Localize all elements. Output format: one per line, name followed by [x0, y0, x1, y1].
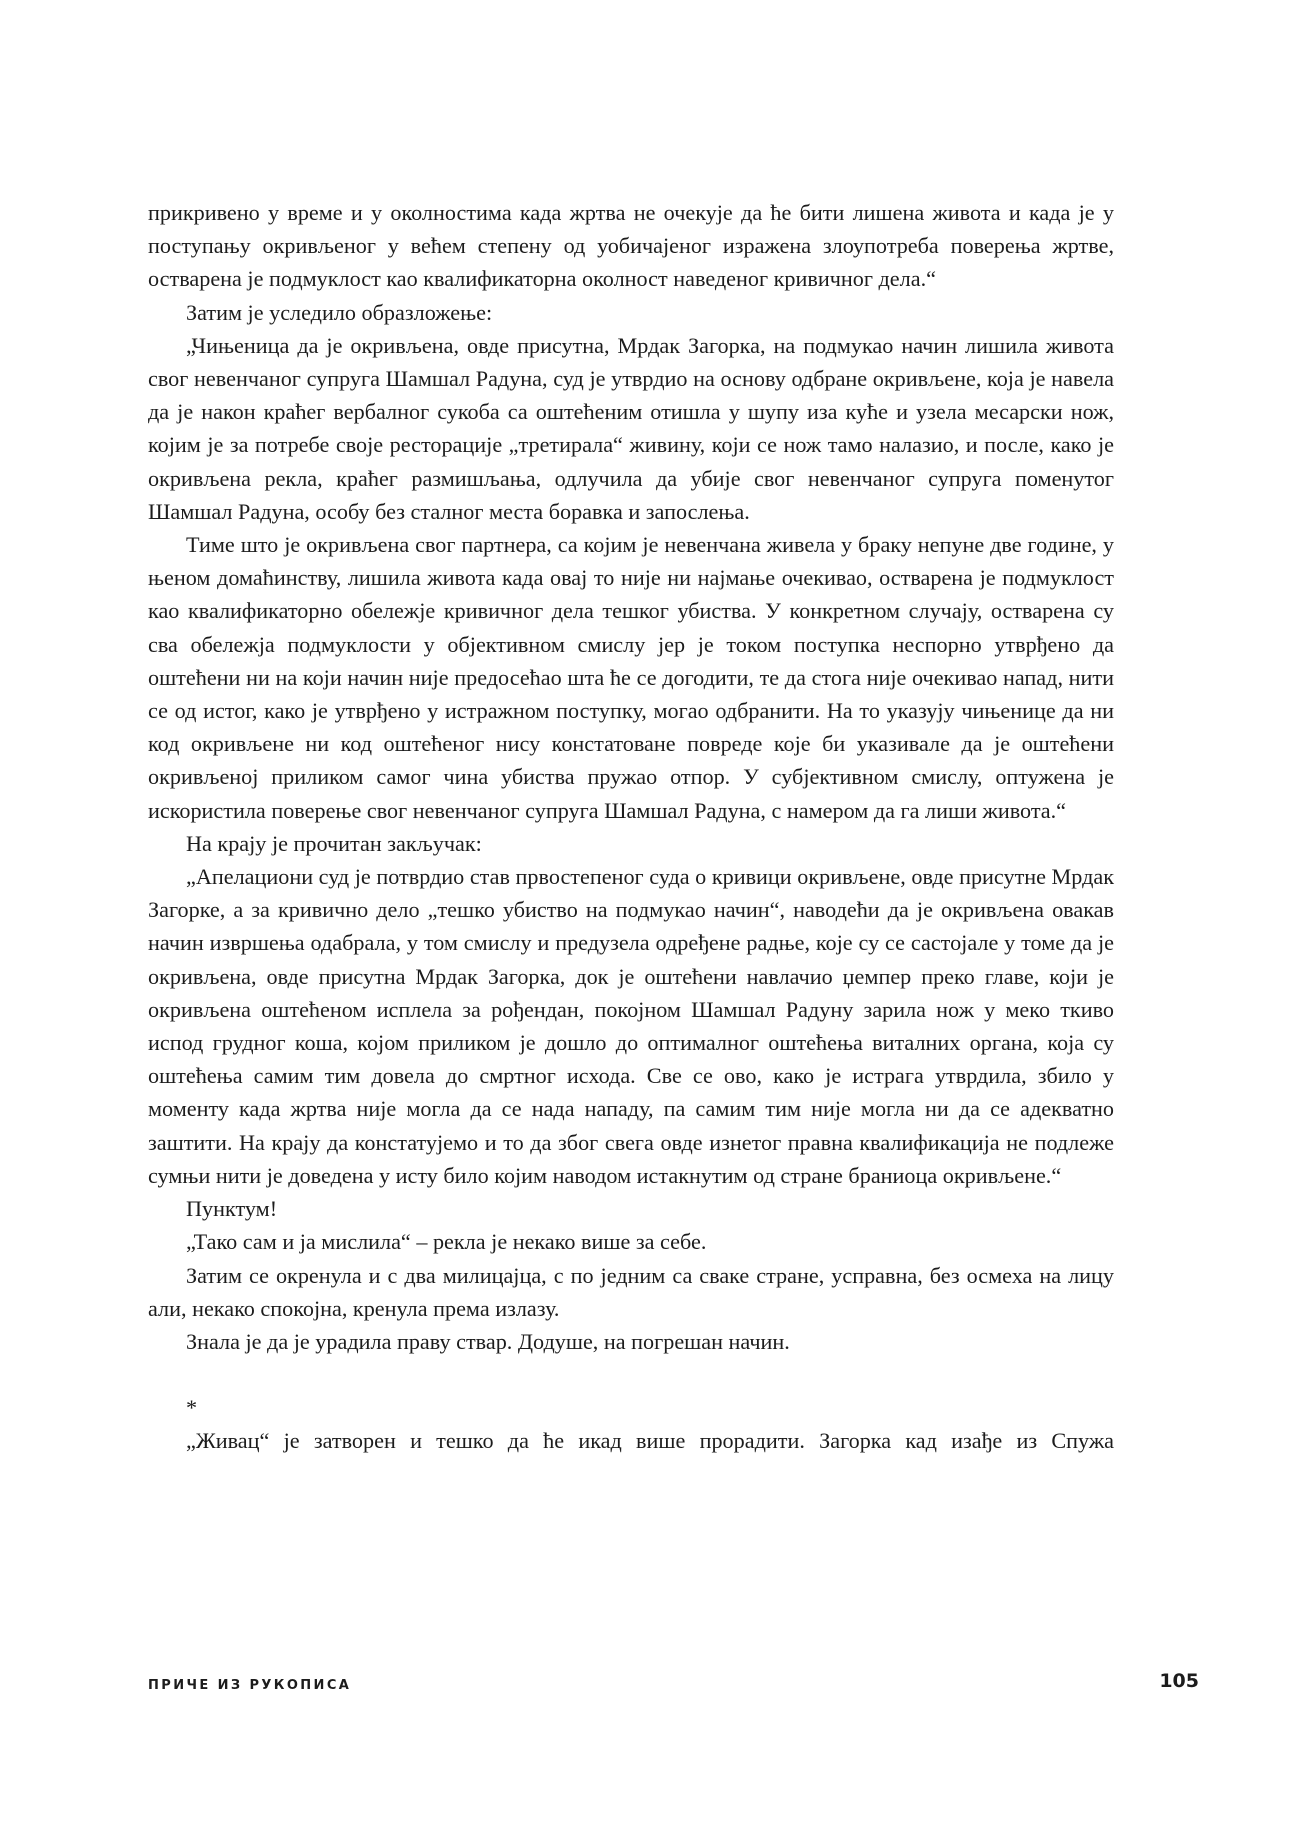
paragraph-5: На крају је прочитан закључак:: [186, 830, 482, 856]
paragraph-9: Затим се окренула и с два милицајца, с по једним са сваке стране, усправна, без осмеха на лицу али, некако спокојна, кренула према излазу.: [148, 1262, 1114, 1321]
paragraph-4: Тиме што је окривљена свог партнера, са којим је невенчана живела у браку непуне две године, у њеном домаћинству, лишила живота када овај то није ни најмање очекивао, остварена је подмуклост као квалификаторно обележје кривичног дела тешког убиства. У конкретном случају, остварена су сва обележја подмуклости у објективном смислу јер је током поступка неспорно утврђено да оштећени ни на који начин није предосећао шта ће се догодити, те да стога није очекивао напад, нити се од истог, како је утврђено у истражном поступку, могао одбранити. На то указују чињенице да ни код окривљене ни код оштећеног нису констатоване повреде које би указивале да је оштећени окривљеној приликом самог чина убиства пружао отпор. У субјективном смислу, оптужена је искористила поверење свог невенчаног супруга Шамшал Радуна, с намером да га лиши живота.“: [148, 532, 1114, 823]
paragraph-1: прикривено у време и у околностима када жртва не очекује да ће бити лишена живота и када је у поступању окривљеног у већем степену од уобичајеног изражена злоупотреба поверења жртве, остварена је подмуклост као квалификаторна околност наведеног кривичног дела.“: [148, 200, 1114, 292]
continuation-paragraph: „Живац“ је затворен и тешко да ће икад више прорадити. Загорка кад изађе из Спужа: [186, 1428, 1114, 1454]
paragraph-3: „Чињеница да је окривљена, овде присутна, Мрдак Загорка, на подмукао начин лишила живота свог невенчаног супруга Шамшал Радуна, суд је утврдио на основу одбране окривљене, која је навела да је након краћег вербалног сукоба са оштећеним отишла у шупу иза куће и узела месарски нож, којим је за потребе своје ресторације „третирала“ живину, који се нож тамо налазио, и после, како је окривљена рекла, краћег размишљања, одлучила да убије свог невенчаног супруга поменутог Шамшал Радуна, особу без сталног места боравка и запослења.: [148, 332, 1114, 524]
section-gap: [148, 1358, 1114, 1391]
paragraph-8: „Тако сам и ја мислила“ – рекла је некако више за себе.: [186, 1229, 707, 1255]
paragraph-6: „Апелациони суд је потврдио став првостепеног суда о кривици окривљене, овде присутне Мрдак Загорке, а за кривично дело „тешко убиство на подмукао начин“, наводећи да је окривљена овакав начин извршења одабрала, у том смислу и предузела одређене радње, које су се састојале у томе да је окривљена, овде присутна Мрдак Загорка, док је оштећени навлачио џемпер преко главе, који је окривљена оштећеном исплела за рођендан, покојном Шамшал Радуну зарила нож у меко ткиво испод грудног коша, којом приликом је дошло до оптималног оштећења виталних органа, која су оштећења самим тим довела до смртног исхода. Све се ово, како је истрага утврдила, збило у моменту када жртва није могла да се нада нападу, па самим тим није могла ни да се адекватно заштити. На крају да констатујемо и то да због свега овде изнетог правна квалификација не подлеже сумњи нити је доведена у исту било којим наводом истакнутим од стране браниоца окривљене.“: [148, 864, 1114, 1188]
body-text: [148, 196, 1114, 1458]
running-title: ПРИЧЕ ИЗ РУКОПИСА: [148, 1678, 352, 1693]
page-number: 105: [1159, 1670, 1199, 1692]
paragraph-2: Затим је уследило образложење:: [186, 299, 493, 325]
paragraph-7: Пунктум!: [186, 1196, 278, 1222]
paragraph-10: Знала је да је урадила праву ствар. Додуше, на погрешан начин.: [186, 1328, 790, 1354]
section-separator: *: [186, 1395, 198, 1421]
